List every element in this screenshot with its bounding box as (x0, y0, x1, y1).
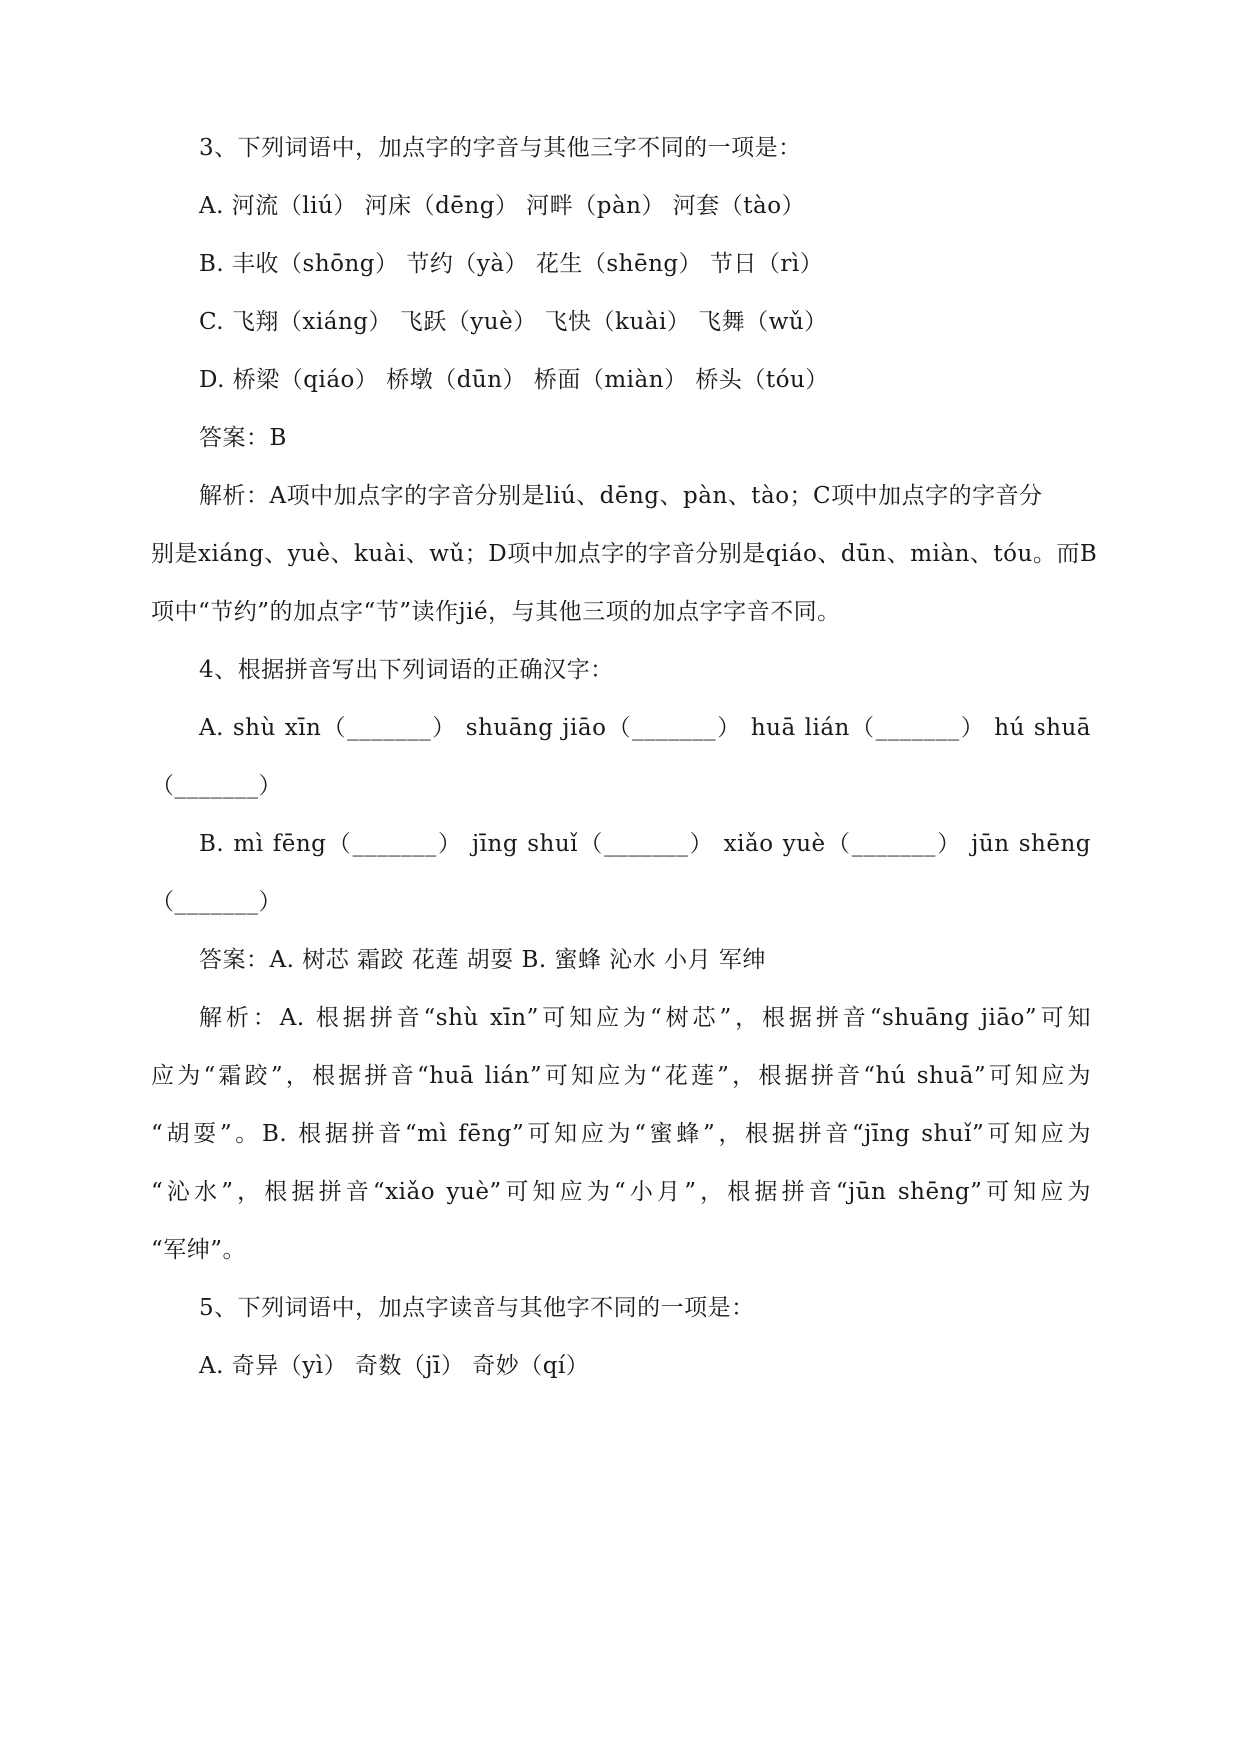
question-3-analysis-line-3: 项中“节约”的加点字“节”读作jié，与其他三项的加点字字音不同。 (151, 599, 841, 625)
question-5-stem: 5、下列词语中，加点字读音与其他字不同的一项是： (199, 1295, 755, 1321)
question-3-option-c: C. 飞翔（xiáng） 飞跃（yuè） 飞快（kuài） 飞舞（wǔ） (199, 309, 828, 335)
question-4-analysis-line-4: “沁水”，根据拼音“xiǎo yuè”可知应为“小月”，根据拼音“jūn shēng”可知应为 (151, 1179, 1091, 1205)
question-4-analysis-line-5: “军绅”。 (151, 1237, 247, 1263)
question-3-answer: 答案：B (199, 425, 287, 451)
question-4-analysis-line-1: 解析：A. 根据拼音“shù xīn”可知应为“树芯”，根据拼音“shuāng jiāo”可知 (199, 1005, 1091, 1031)
question-4-analysis-line-2: 应为“霜跤”，根据拼音“huā lián”可知应为“花莲”，根据拼音“hú shuā”可知应为 (151, 1063, 1091, 1089)
question-5-option-a: A. 奇异（yì） 奇数（jī） 奇妙（qí） (199, 1353, 590, 1379)
question-4-stem: 4、根据拼音写出下列词语的正确汉字： (199, 657, 614, 683)
question-4-answer: 答案：A. 树芯 霜跤 花莲 胡耍 B. 蜜蜂 沁水 小月 军绅 (199, 947, 766, 973)
question-3-option-d: D. 桥梁（qiáo） 桥墩（dūn） 桥面（miàn） 桥头（tóu） (199, 367, 829, 393)
question-3-analysis-line-2: 别是xiáng、yuè、kuài、wǔ；D项中加点字的字音分别是qiáo、dūn、miàn、tóu。而B (151, 541, 1098, 567)
question-4-analysis-line-3: “胡耍”。B. 根据拼音“mì fēng”可知应为“蜜蜂”，根据拼音“jīng shuǐ”可知应为 (151, 1121, 1091, 1147)
question-4-group-b: B. mì fēng（_______） jīng shuǐ（_______） xiǎo yuè（_______） jūn shēng (199, 831, 1091, 857)
question-3-analysis-line-1: 解析：A项中加点字的字音分别是liú、dēng、pàn、tào；C项中加点字的字音分 (199, 483, 1043, 509)
question-4-group-a-blank: （_______） (151, 773, 282, 799)
question-4-group-a: A. shù xīn（_______） shuāng jiāo（_______） huā lián（_______） hú shuā (199, 715, 1091, 741)
question-3-stem: 3、下列词语中，加点字的字音与其他三字不同的一项是： (199, 135, 802, 161)
question-3-option-a: A. 河流（liú） 河床（dēng） 河畔（pàn） 河套（tào） (199, 193, 806, 219)
question-3-option-b: B. 丰收（shōng） 节约（yà） 花生（shēng） 节日（rì） (199, 251, 824, 277)
question-4-group-b-blank: （_______） (151, 889, 282, 915)
